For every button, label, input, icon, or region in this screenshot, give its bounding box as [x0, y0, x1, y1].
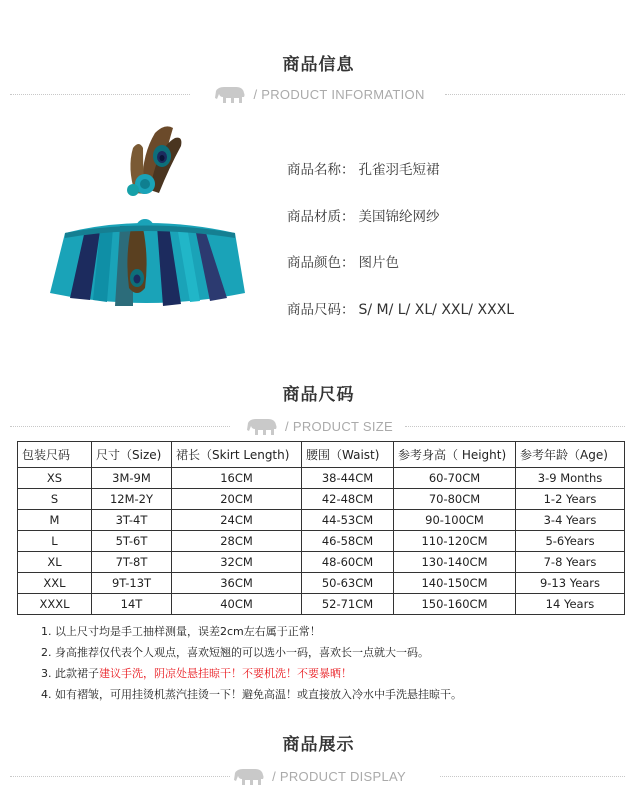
table-cell: 48-60CM — [302, 552, 394, 573]
table-cell: XXL — [18, 573, 92, 594]
col-header-age: 参考年龄（Age) — [516, 442, 625, 468]
table-row — [18, 573, 625, 594]
table-cell: 150-160CM — [394, 594, 516, 615]
table-cell: 7T-8T — [92, 552, 172, 573]
info-color — [287, 251, 399, 271]
table-cell: 140-150CM — [394, 573, 516, 594]
table-cell: 24CM — [172, 510, 302, 531]
info-color-value: 图片色 — [358, 255, 399, 271]
table-cell: S — [18, 489, 92, 510]
info-color-label: 商品颜色： — [287, 255, 355, 271]
table-cell: 12M-2Y — [92, 489, 172, 510]
table-cell: 3T-4T — [92, 510, 172, 531]
table-cell: 36CM — [172, 573, 302, 594]
table-cell: 3-4 Years — [516, 510, 625, 531]
col-header-size: 尺寸（Size) — [92, 442, 172, 468]
table-row — [18, 552, 625, 573]
section-subtitle-size — [0, 416, 637, 438]
table-cell: 16CM — [172, 468, 302, 489]
table-row — [18, 489, 625, 510]
table-row — [18, 510, 625, 531]
table-cell: 46-58CM — [302, 531, 394, 552]
note-3 — [41, 663, 462, 684]
subtitle-text: / PRODUCT DISPLAY — [272, 769, 407, 784]
table-cell: 38-44CM — [302, 468, 394, 489]
table-cell: 9T-13T — [92, 573, 172, 594]
table-cell: 9-13 Years — [516, 573, 625, 594]
info-name-value: 孔雀羽毛短裙 — [358, 162, 440, 178]
table-cell: 3M-9M — [92, 468, 172, 489]
note-1: 1. 以上尺寸均是手工抽样测量，误差2cm左右属于正常！ — [41, 625, 321, 638]
elephant-icon — [244, 417, 280, 437]
subtitle-text: / PRODUCT SIZE — [285, 419, 394, 434]
note-3-prefix: 3. 此款裙子 — [41, 667, 99, 680]
col-header-skirt-length: 裙长（Skirt Length) — [172, 442, 302, 468]
section-title-display: 商品展示 — [282, 735, 355, 755]
care-notes — [41, 621, 462, 705]
elephant-icon — [212, 85, 248, 105]
elephant-icon — [231, 767, 267, 787]
table-cell: 20CM — [172, 489, 302, 510]
table-row — [18, 531, 625, 552]
info-name-label: 商品名称： — [287, 162, 355, 178]
info-size-label: 商品尺码： — [287, 302, 355, 318]
table-cell: XL — [18, 552, 92, 573]
table-cell: L — [18, 531, 92, 552]
table-cell: 14T — [92, 594, 172, 615]
table-cell: 40CM — [172, 594, 302, 615]
product-photo — [45, 118, 250, 318]
table-cell: 5T-6T — [92, 531, 172, 552]
size-table — [17, 441, 625, 615]
section-subtitle-info — [0, 84, 637, 106]
table-cell: 3-9 Months — [516, 468, 625, 489]
section-title-size: 商品尺码 — [282, 385, 355, 405]
table-cell: XS — [18, 468, 92, 489]
table-cell: 90-100CM — [394, 510, 516, 531]
table-row — [18, 468, 625, 489]
table-cell: 44-53CM — [302, 510, 394, 531]
note-3-warning: 建议手洗，阴凉处悬挂晾干！不要机洗！不要暴晒！ — [99, 667, 352, 680]
table-cell: 28CM — [172, 531, 302, 552]
subtitle-text: / PRODUCT INFORMATION — [253, 87, 425, 102]
note-4: 4. 如有褶皱，可用挂烫机蒸汽挂烫一下！避免高温！或直接放入冷水中手洗悬挂晾干。 — [41, 688, 462, 701]
table-cell: 14 Years — [516, 594, 625, 615]
section-subtitle-display — [0, 766, 637, 788]
col-header-waist: 腰围（Waist) — [302, 442, 394, 468]
col-header-height: 参考身高（ Height) — [394, 442, 516, 468]
table-cell: 5-6Years — [516, 531, 625, 552]
table-cell: 110-120CM — [394, 531, 516, 552]
table-cell: 42-48CM — [302, 489, 394, 510]
table-cell: 60-70CM — [394, 468, 516, 489]
info-material-value: 美国锦纶网纱 — [358, 209, 440, 225]
info-material — [287, 205, 440, 225]
table-row — [18, 594, 625, 615]
table-cell: 130-140CM — [394, 552, 516, 573]
table-cell: 52-71CM — [302, 594, 394, 615]
table-header-row — [18, 442, 625, 468]
info-size — [287, 298, 514, 318]
info-size-value: S/ M/ L/ XL/ XXL/ XXXL — [358, 302, 515, 318]
table-cell: 50-63CM — [302, 573, 394, 594]
table-cell: 7-8 Years — [516, 552, 625, 573]
table-cell: 1-2 Years — [516, 489, 625, 510]
col-header-package-size: 包装尺码 — [18, 442, 92, 468]
table-cell: M — [18, 510, 92, 531]
table-cell: 70-80CM — [394, 489, 516, 510]
section-title-info: 商品信息 — [282, 55, 355, 75]
table-cell: XXXL — [18, 594, 92, 615]
table-cell: 32CM — [172, 552, 302, 573]
info-name — [287, 158, 440, 178]
info-material-label: 商品材质： — [287, 209, 355, 225]
note-2: 2. 身高推荐仅代表个人观点，喜欢短翘的可以选小一码，喜欢长一点就大一码。 — [41, 646, 429, 659]
